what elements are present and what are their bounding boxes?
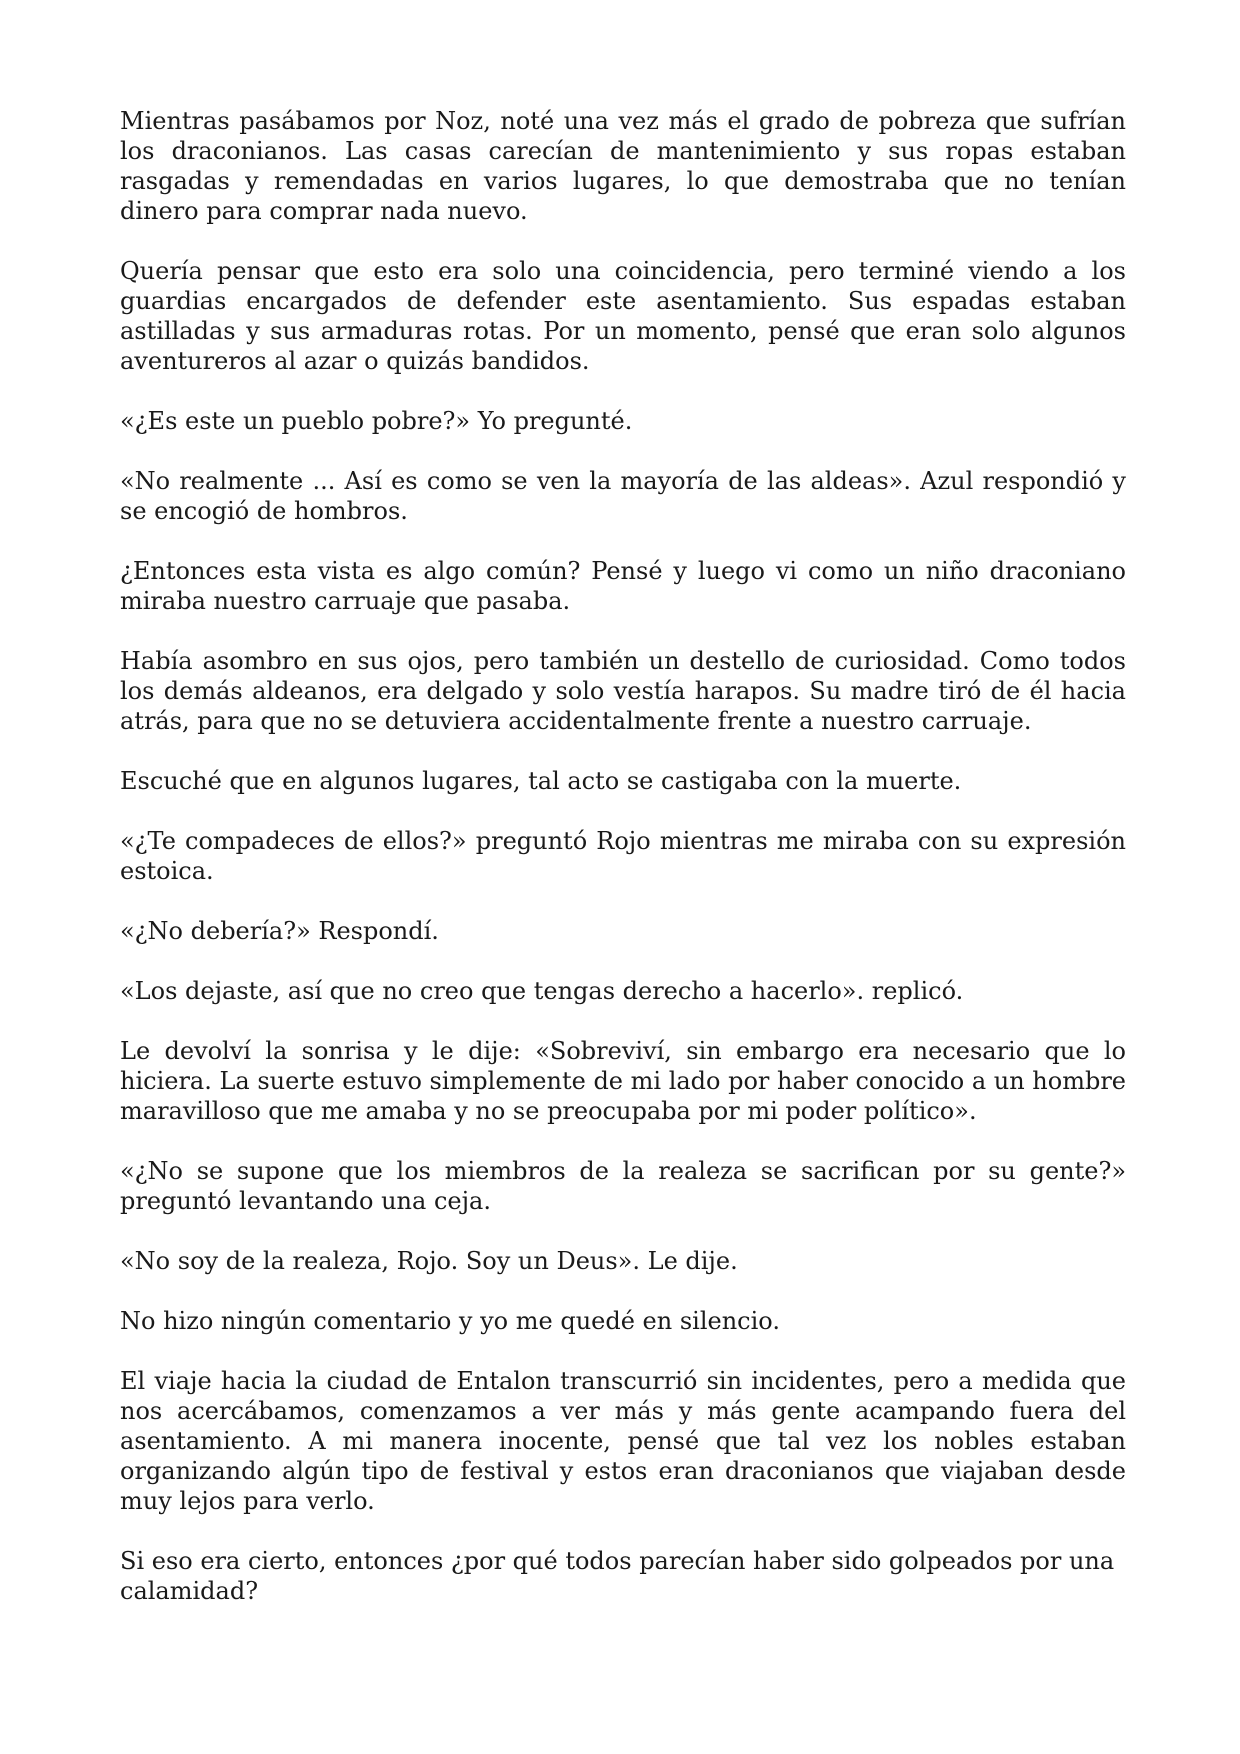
body-text xyxy=(120,106,1126,1636)
paragraph-2: Quería pensar que esto era solo una coincidencia, pero terminé viendo a los guardias encargados de defender este asentamiento. Sus espadas estaban astilladas y sus armaduras rotas. Por un momento, pensé que eran solo algunos aventureros al azar o quizás bandidos. xyxy=(120,257,1126,375)
paragraph-9: «¿No debería?» Respondí. xyxy=(120,917,439,945)
paragraph-12: «¿No se supone que los miembros de la realeza se sacrifican por su gente?» preguntó levantando una ceja. xyxy=(120,1157,1126,1215)
paragraph-4: «No realmente ... Así es como se ven la mayoría de las aldeas». Azul respondió y se encogió de hombros. xyxy=(120,467,1126,525)
paragraph-3: «¿Es este un pueblo pobre?» Yo pregunté. xyxy=(120,407,633,435)
paragraph-7: Escuché que en algunos lugares, tal acto se castigaba con la muerte. xyxy=(120,767,962,795)
paragraph-8: «¿Te compadeces de ellos?» preguntó Rojo mientras me miraba con su expresión estoica. xyxy=(120,827,1126,885)
paragraph-15: El viaje hacia la ciudad de Entalon transcurrió sin incidentes, pero a medida que nos acercábamos, comenzamos a ver más y más gente acampando fuera del asentamiento. A mi manera inocente, pensé que tal vez los nobles estaban organizando algún tipo de festival y estos eran draconianos que viajaban desde muy lejos para verlo. xyxy=(120,1367,1126,1515)
paragraph-6: Había asombro en sus ojos, pero también un destello de curiosidad. Como todos los demás aldeanos, era delgado y solo vestía harapos. Su madre tiró de él hacia atrás, para que no se detuviera accidentalmente frente a nuestro carruaje. xyxy=(120,647,1126,735)
paragraph-10: «Los dejaste, así que no creo que tengas derecho a hacerlo». replicó. xyxy=(120,977,964,1005)
paragraph-14: No hizo ningún comentario y yo me quedé en silencio. xyxy=(120,1307,780,1335)
paragraph-5: ¿Entonces esta vista es algo común? Pensé y luego vi como un niño draconiano miraba nuestro carruaje que pasaba. xyxy=(120,557,1126,615)
paragraph-13: «No soy de la realeza, Rojo. Soy un Deus». Le dije. xyxy=(120,1247,738,1275)
paragraph-1: Mientras pasábamos por Noz, noté una vez más el grado de pobreza que sufrían los draconianos. Las casas carecían de mantenimiento y sus ropas estaban rasgadas y remendadas en varios lugares, lo que demostraba que no tenían dinero para comprar nada nuevo. xyxy=(120,107,1126,225)
paragraph-11: Le devolví la sonrisa y le dije: «Sobreviví, sin embargo era necesario que lo hiciera. La suerte estuvo simplemente de mi lado por haber conocido a un hombre maravilloso que me amaba y no se preocupaba por mi poder político». xyxy=(120,1037,1127,1125)
paragraph-16: Si eso era cierto, entonces ¿por qué todos parecían haber sido golpeados por una calamidad? xyxy=(120,1547,1115,1605)
